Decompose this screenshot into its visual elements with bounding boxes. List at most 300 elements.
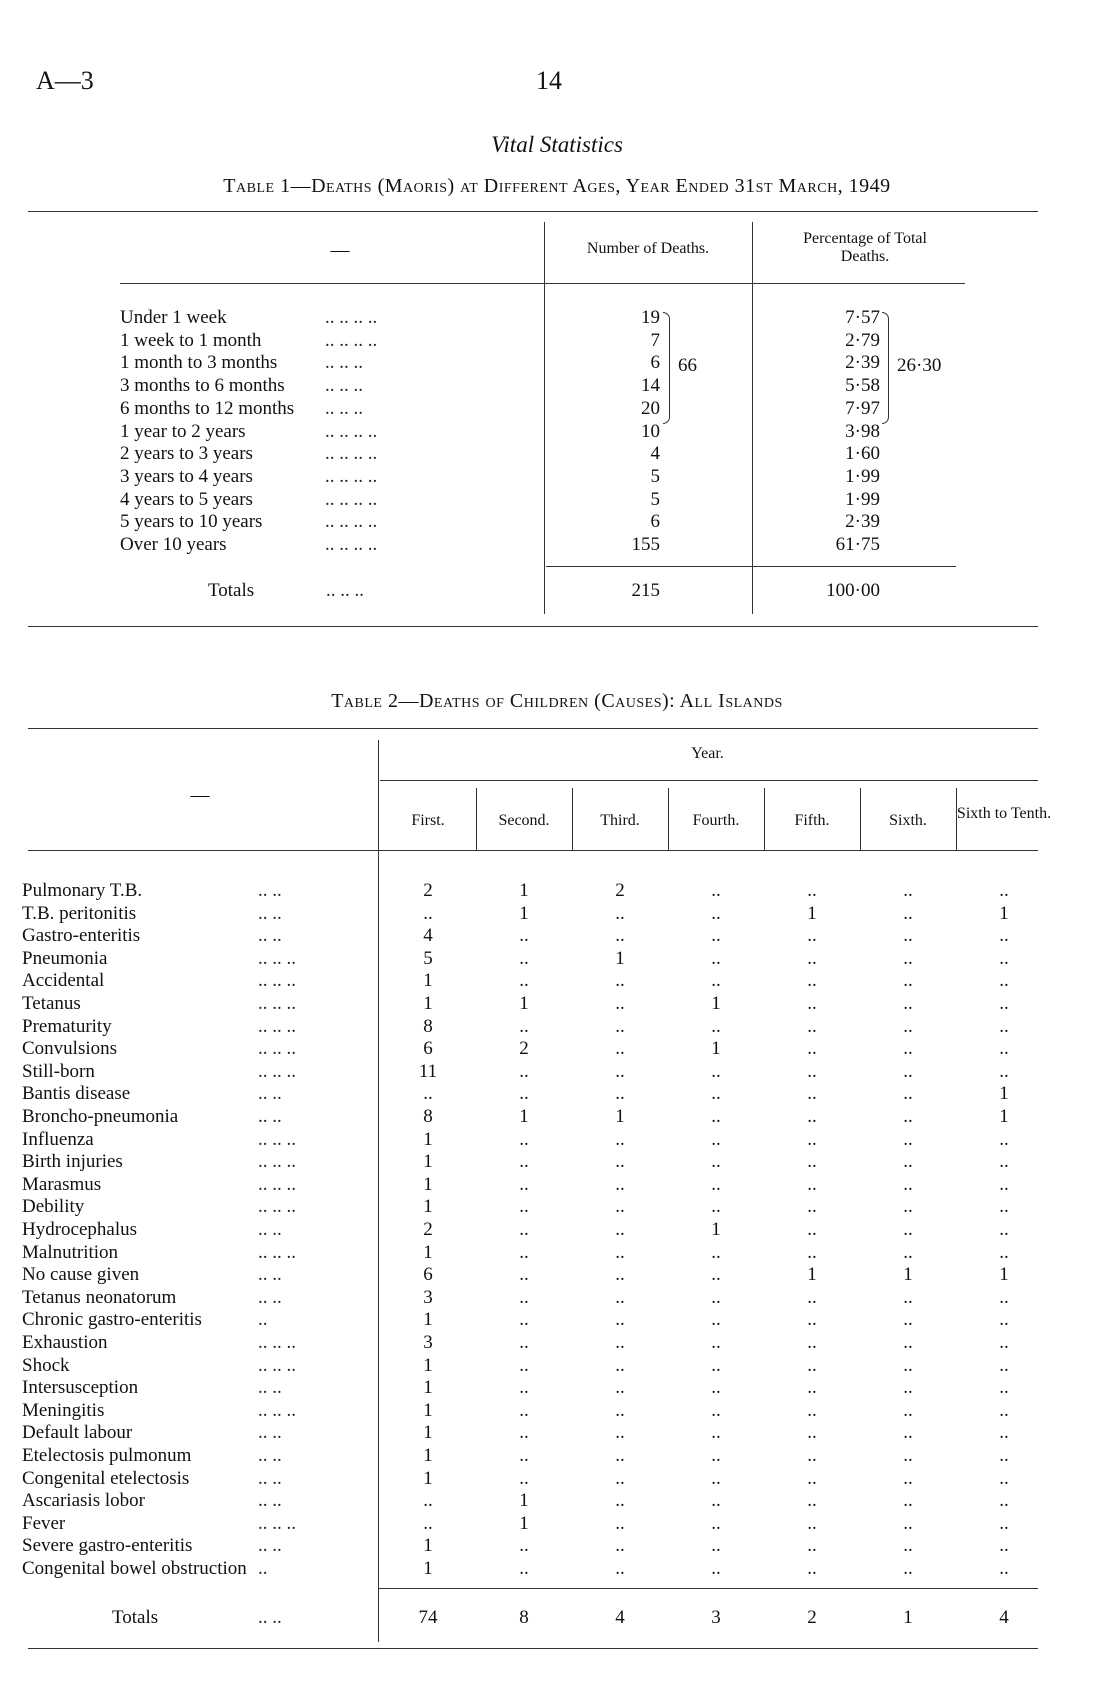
table2-cell: 1 [423,1467,433,1489]
table2-cell: .. [615,1015,625,1037]
table2-cell: .. [999,947,1009,969]
table2-cell: .. [711,1558,721,1579]
table2-cell: 1 [807,902,817,924]
table1-row-number: 6 [650,511,660,533]
table2-cell: 1 [519,993,529,1014]
table1-row-leader: .. .. .. .. [325,307,378,328]
table2-cell: .. [519,1286,529,1308]
table2-row-leader: .. .. [258,902,282,924]
table2-cell: .. [615,1354,625,1376]
table1-row-label: 1 week to 1 month [120,329,262,351]
table1-row-number: 10 [641,420,660,442]
table2-row-leader: .. .. [258,1445,282,1466]
table2-cell: .. [615,1377,625,1399]
table1-row-number: 5 [650,465,660,487]
table2-cell: .. [519,1309,529,1331]
table1-row-percent: 1·99 [845,465,880,487]
table1-number-header: Number of Deaths. [586,240,710,257]
table1-header-rule [120,283,965,284]
table2-cell: .. [903,1038,913,1060]
table1-row-number: 6 [650,352,660,374]
table1-bottom-rule [28,626,1038,627]
table2-cell: .. [807,1309,817,1331]
table1-row-label: 1 month to 3 months [120,352,278,374]
table2-cell: .. [519,1173,529,1195]
table2-cell: 1 [519,1490,529,1512]
table2-cell: .. [903,1354,913,1376]
table2-column-header: Sixth. [889,812,927,829]
table1-totals-number: 215 [631,580,660,601]
table2-cell: .. [711,902,721,924]
table2-cell: 1 [423,1354,433,1376]
table1-row-number: 7 [650,329,660,351]
table2-row-leader: .. .. .. [258,1332,296,1353]
table2-row-leader: .. .. [258,1264,282,1286]
table2-cell: .. [807,1083,817,1105]
table2-cell: .. [903,1309,913,1331]
table2-row-label: Congenital etelectosis [22,1467,190,1489]
table2-cell: .. [999,1422,1009,1444]
table2-cell: 2 [423,880,433,901]
table2-cell: .. [615,1038,625,1060]
table2-row-leader: .. .. .. [258,1196,296,1218]
table2-cell: .. [807,1196,817,1218]
table2-cell: .. [903,1490,913,1512]
table2-cell: .. [807,1106,817,1127]
table1-row-percent: 2·39 [845,511,880,533]
table2-cell: .. [615,1286,625,1308]
table2-cell: .. [807,1399,817,1421]
table2-cell: .. [807,1286,817,1308]
table2-row-label: Still-born [22,1060,95,1082]
table1-totals-label: Totals [208,580,255,601]
table2-cell: .. [903,947,913,969]
table2-cell: .. [807,925,817,947]
table2-cell: .. [711,1399,721,1421]
table2-cell: .. [711,1535,721,1557]
table1-row-label: 5 years to 10 years [120,511,263,533]
table2-cell: 1 [999,1264,1009,1286]
table2-cell: 1 [423,1196,433,1218]
table1-row-number: 5 [650,488,660,510]
table2-cell: 1 [519,1106,529,1127]
table2-cell: .. [903,1422,913,1444]
table2-cell: .. [711,1196,721,1218]
table2-cell: 1 [423,1399,433,1421]
table2-cell: .. [711,1422,721,1444]
table2-cell: .. [999,993,1009,1014]
table2-cell: .. [711,1128,721,1150]
table2-cell: .. [807,970,817,992]
table1-row-label: 3 months to 6 months [120,375,285,397]
table2-title: Table 2—Deaths of Children (Causes): All Islands [331,690,783,712]
table2-row-leader: .. .. .. [258,1399,296,1421]
table2-cell: .. [903,1558,913,1579]
table2-row-leader: .. .. .. [258,1512,296,1534]
table1-percent-header: Percentage of Total Deaths. [803,230,927,265]
table2-cell: .. [711,1490,721,1512]
table1-row-leader: .. .. .. .. [325,443,378,465]
table2-cell: 1 [807,1264,817,1286]
table2-cell: .. [903,1219,913,1240]
table1-row-leader: .. .. .. [325,352,363,374]
table2-cell: .. [999,1467,1009,1489]
table2-cell: 1 [711,1038,721,1060]
table2-cell: .. [711,1467,721,1489]
table2-row-leader: .. .. [258,925,282,947]
table2-cell: .. [999,880,1009,901]
table2-cell: .. [615,1422,625,1444]
table2-cell: .. [807,1377,817,1399]
table1-totals-leader: .. .. .. [326,580,364,601]
table2-cell: .. [615,1445,625,1466]
table2-row-label: No cause given [22,1264,140,1286]
table2-cell: .. [711,1015,721,1037]
table2-row-leader: .. .. .. [258,1151,296,1173]
table2-row-label: Ascariasis lobor [22,1490,145,1512]
table2-totals-cell: 74 [418,1607,438,1628]
table2-row-leader: .. .. [258,1422,282,1444]
table2-cell: .. [519,1128,529,1150]
table2-cell: .. [711,1083,721,1105]
table2-cell: .. [615,925,625,947]
table2-cell: .. [807,1219,817,1240]
table2-cell: .. [711,1377,721,1399]
table2-year-header: Year. [691,745,724,762]
table2-column-header: Fifth. [794,812,830,829]
table1-row-leader: .. .. .. [325,375,363,397]
table2-cell: .. [423,902,433,924]
table2-cell: .. [903,880,913,901]
table2-cell: 6 [423,1038,433,1060]
table2-row-label: Hydrocephalus [22,1219,138,1240]
table2-cell: .. [519,1558,529,1579]
table2-cell: .. [423,1512,433,1534]
table2-totals-cell: 4 [615,1607,625,1628]
table1-title: Table 1—Deaths (Maoris) at Different Ages, Year Ended 31st March, 1949 [223,175,891,197]
table2-cell: .. [519,970,529,992]
table2-row-label: Malnutrition [22,1241,119,1263]
table2-cell: .. [807,1332,817,1353]
table1-row-percent: 61·75 [835,534,880,555]
table2-row-label: Shock [22,1354,70,1376]
table2-row-label: Tetanus [22,993,81,1014]
table1-row-leader: .. .. .. .. [325,511,378,533]
table2-cell: 1 [423,970,433,992]
table2-cell: .. [615,1219,625,1240]
table2-cell: .. [711,1173,721,1195]
table2-cell: .. [615,1467,625,1489]
table1-totals-rule [546,566,956,567]
table2-cell: .. [903,1445,913,1466]
table2-cell: .. [519,1264,529,1286]
table2-row-label: Pulmonary T.B. [22,880,143,901]
table2-cell: 1 [423,1309,433,1331]
table1-row-number: 14 [641,375,660,397]
table2-row-leader: .. .. .. [258,1354,296,1376]
table1-row-percent: 5·58 [845,375,880,397]
table1-row-leader: .. .. .. [325,397,363,419]
table2-cell: .. [615,1264,625,1286]
table2-row-label: Prematurity [22,1015,112,1037]
table2-cell: .. [615,902,625,924]
table2-cell: .. [999,1286,1009,1308]
table2-totals-cell: 4 [999,1607,1009,1628]
table2-cell: .. [807,1173,817,1195]
table2-cell: .. [903,1512,913,1534]
table2-row-leader: .. .. .. [258,1060,296,1082]
table2-cell: 1 [999,902,1009,924]
table2-cell: .. [711,925,721,947]
table2-cell: .. [999,1173,1009,1195]
table2-cell: .. [999,1038,1009,1060]
table2-cell: .. [999,1512,1009,1534]
table2-cell: .. [807,1354,817,1376]
table2-row-label: T.B. peritonitis [22,902,137,924]
table2-row-leader: .. .. .. [258,1241,296,1263]
table2-cell: .. [711,1264,721,1286]
table1-group-percent: 26·30 [897,355,942,376]
table1-divider [544,222,545,614]
table2-cell: 1 [519,880,529,901]
table2-cell: 1 [615,947,625,969]
table2-totals-cell: 3 [711,1607,721,1628]
table2-cell: 1 [423,1241,433,1263]
table2-cell: 1 [423,1377,433,1399]
table1-totals-percent: 100·00 [826,580,880,601]
table2-cell: .. [615,1060,625,1082]
table2-cell: .. [615,1083,625,1105]
table2-row-label: Marasmus [22,1173,102,1195]
table2-row-leader: .. [258,1558,268,1579]
table2-cell: .. [903,1015,913,1037]
table2-cell: .. [615,993,625,1014]
table2-cell: .. [615,1512,625,1534]
table2-cell: .. [999,925,1009,947]
table1-number-brace [663,312,670,424]
table2-cell: 1 [711,993,721,1014]
table2-cell: .. [519,1467,529,1489]
table2-cell: .. [999,1332,1009,1353]
table2-row-leader: .. [258,1309,268,1331]
table2-bottom-rule [28,1648,1038,1649]
table2-cell: .. [711,880,721,901]
table2-cell: .. [615,1241,625,1263]
table2-cell: .. [999,1219,1009,1240]
table2-stub-header: — [190,785,210,806]
table2-cell: .. [807,1535,817,1557]
table2-cell: .. [519,1354,529,1376]
table2-cell: .. [519,947,529,969]
table2-row-leader: .. .. [258,1286,282,1308]
table1-row-percent: 1·60 [845,443,880,465]
table2-cell: .. [807,1151,817,1173]
table2-cell: .. [903,1083,913,1105]
table2-cell: .. [711,1151,721,1173]
table2-cell: 2 [423,1219,433,1240]
table2-cell: 1 [615,1106,625,1127]
table2-cell: .. [999,1060,1009,1082]
table2-cell: 1 [423,993,433,1014]
table2-cell: .. [999,1558,1009,1579]
table2-totals-rule [378,1588,1038,1589]
table2-cell: .. [711,1106,721,1127]
table2-cell: .. [615,1558,625,1579]
table2-row-label: Influenza [22,1128,94,1150]
table2-row-label: Etelectosis pulmonum [22,1445,192,1466]
table2-cell: .. [519,1151,529,1173]
table1-row-label: Under 1 week [120,307,227,328]
table2-row-leader: .. .. .. [258,993,296,1014]
table2-row-leader: .. .. .. [258,1173,296,1195]
table2-cell: .. [615,1196,625,1218]
table2-cell: 1 [423,1535,433,1557]
table2-cell: .. [999,1445,1009,1466]
table2-cell: .. [807,880,817,901]
table2-cell: .. [999,1309,1009,1331]
table2-cell: 8 [423,1106,433,1127]
table2-cell: 1 [423,1128,433,1150]
table2-cell: 8 [423,1015,433,1037]
table2-cell: 11 [418,1060,438,1082]
table1-row-percent: 1·99 [845,488,880,510]
table2-cell: .. [519,925,529,947]
table2-row-label: Intersusception [22,1377,139,1399]
table2-column-header: Second. [498,812,550,829]
table1-row-percent: 3·98 [845,420,880,442]
table2-cell: .. [711,1354,721,1376]
table2-cell: .. [903,1196,913,1218]
table2-cell: .. [615,1151,625,1173]
table2-cell: .. [903,1332,913,1353]
section-title: Vital Statistics [491,132,623,157]
table2-cell: 1 [423,1445,433,1466]
table2-cell: .. [903,1467,913,1489]
table2-row-leader: .. .. [258,1467,282,1489]
table2-cell: .. [711,1332,721,1353]
table1-group-number: 66 [678,355,697,376]
table2-cell: .. [711,947,721,969]
table1-row-label: 6 months to 12 months [120,397,295,419]
table1-row-percent: 2·39 [845,352,880,374]
table2-cell: .. [615,1490,625,1512]
table2-cell: .. [807,1467,817,1489]
table2-cell: .. [519,1445,529,1466]
table2-cell: 1 [519,902,529,924]
table2-row-label: Exhaustion [22,1332,108,1353]
table2-cell: 3 [423,1286,433,1308]
table2-row-label: Meningitis [22,1399,105,1421]
table1-divider [752,222,753,614]
table2-cell: .. [615,1173,625,1195]
table2-cell: 1 [519,1512,529,1534]
table2-cell: .. [999,1128,1009,1150]
table2-row-leader: .. .. .. [258,970,296,992]
page-number: 14 [536,66,562,95]
table2-row-label: Fever [22,1512,66,1534]
table1-row-leader: .. .. .. .. [325,465,378,487]
table2-cell: .. [615,1332,625,1353]
table2-totals-cell: 1 [903,1607,913,1628]
table2-cell: .. [903,1535,913,1557]
table2-cell: .. [711,1286,721,1308]
table2-cell: .. [999,1241,1009,1263]
table2-row-label: Accidental [22,970,105,992]
table2-cell: .. [711,1309,721,1331]
table2-cell: .. [903,902,913,924]
table1-row-label: 2 years to 3 years [120,443,253,465]
table1-stub-header: — [330,240,350,261]
table1-top-rule [28,211,1038,212]
table2-totals-label: Totals [112,1607,159,1628]
table2-cell: .. [999,1151,1009,1173]
table2-cell: .. [903,1060,913,1082]
table2-cell: .. [903,1106,913,1127]
table1-row-number: 155 [631,534,660,555]
table1-row-percent: 7·97 [845,397,880,419]
table2-column-header: Sixth to Tenth. [956,805,1052,822]
table2-cell: .. [615,1535,625,1557]
table2-cell: .. [807,1241,817,1263]
table2-row-leader: .. .. .. [258,1128,296,1150]
table2-cell: .. [615,1128,625,1150]
table2-row-label: Chronic gastro-enteritis [22,1309,202,1331]
table2-cell: .. [999,970,1009,992]
table2-cell: .. [903,970,913,992]
table2-cell: 4 [423,925,433,947]
table2-cell: 2 [615,880,625,901]
table2-cell: .. [519,1196,529,1218]
table2-cell: .. [903,993,913,1014]
table2-cell: .. [711,1445,721,1466]
table1-row-leader: .. .. .. .. [325,420,378,442]
table2-cell: 5 [423,947,433,969]
table2-cell: 3 [423,1332,433,1353]
table2-cell: .. [903,1128,913,1150]
table2-cell: .. [519,1377,529,1399]
table2-row-leader: .. .. .. [258,1038,296,1060]
table2-cell: .. [807,993,817,1014]
table2-cell: .. [807,947,817,969]
table2-cell: .. [423,1083,433,1105]
table2-row-label: Bantis disease [22,1083,131,1105]
table1-row-number: 19 [641,307,660,328]
table1-row-number: 4 [650,443,660,465]
table2-cell: .. [711,1060,721,1082]
table2-cell: .. [519,1241,529,1263]
table2-totals-cell: 8 [519,1607,529,1628]
table2-cell: .. [999,1490,1009,1512]
table1-row-label: 4 years to 5 years [120,488,253,510]
table2-cell: 1 [423,1422,433,1444]
table2-cell: 1 [999,1106,1009,1127]
table2-cell: 1 [999,1083,1009,1105]
table2-cell: .. [903,925,913,947]
table2-cell: .. [615,1399,625,1421]
document-reference: A—3 [36,66,94,95]
table2-cell: 1 [423,1558,433,1579]
table2-cell: .. [999,1399,1009,1421]
table1-row-label: 1 year to 2 years [120,420,246,442]
table2-cell: .. [519,1332,529,1353]
table2-cell: 1 [903,1264,913,1286]
table2-column-header: First. [411,812,445,829]
table2-cell: .. [807,1038,817,1060]
table2-cell: .. [999,1354,1009,1376]
table2-cell: .. [711,1241,721,1263]
table2-cell: .. [807,1060,817,1082]
table2-cell: .. [519,1219,529,1240]
